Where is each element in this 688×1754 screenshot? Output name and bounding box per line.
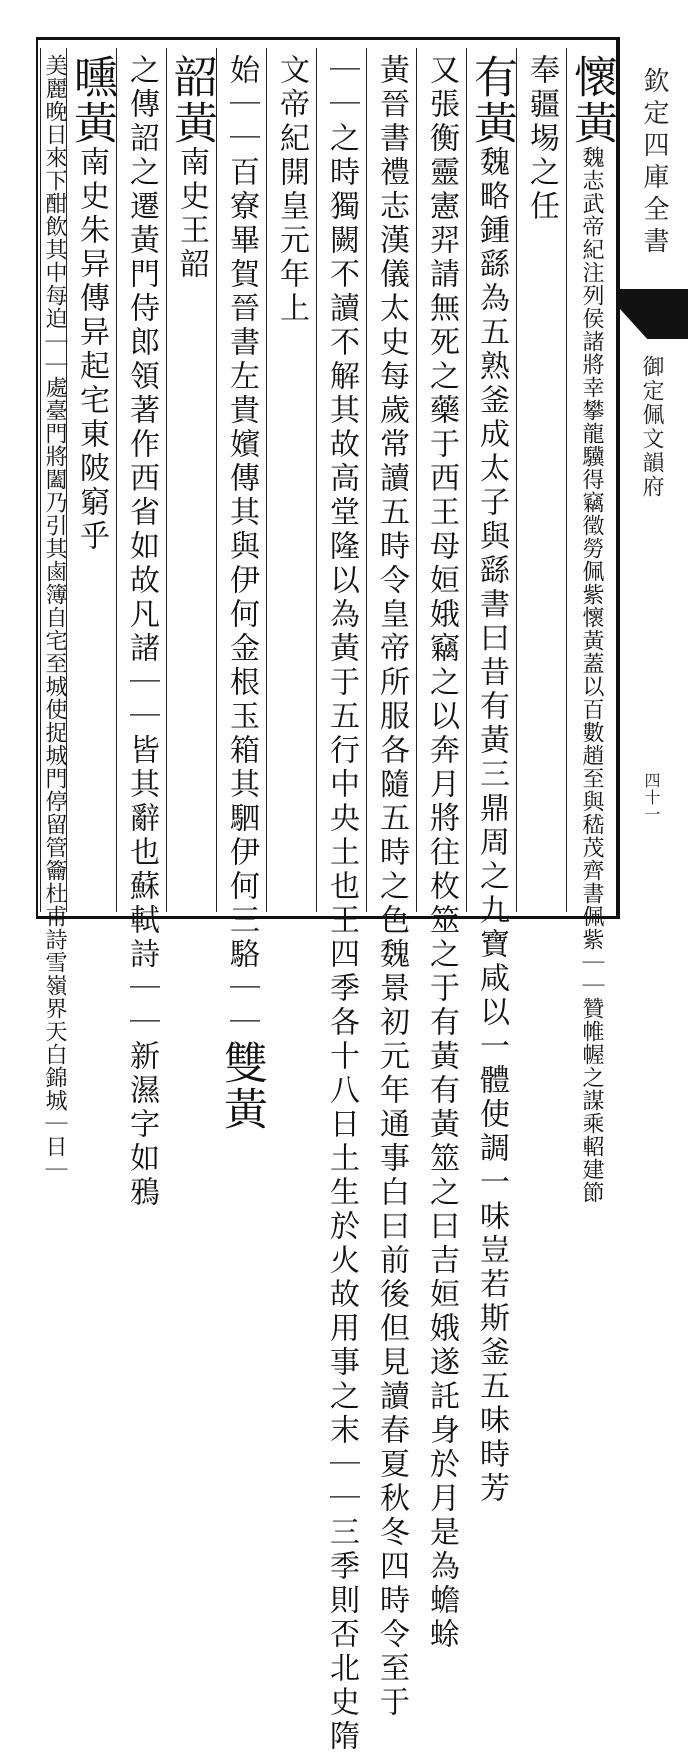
outer-margin	[620, 37, 688, 919]
column-text: 南史朱异傳异起宅東陂窮乎	[74, 146, 109, 554]
text-column-5	[366, 48, 416, 1720]
column-text: 魏略鍾繇為五熟釜成太子與繇書曰昔有黃三鼎周之九寶咸以一體使調一味豈若斯釜五味時芳	[474, 146, 509, 1506]
text-column-1	[566, 48, 617, 1204]
column-text: 文帝紀開皇元年上	[274, 54, 309, 326]
column-text: ｜｜之時獨闕不讀不解其故高堂隆以為黃于五行中央土也王四季各十八日土生於火故用事之末｜｜三季則否北史隋	[324, 54, 359, 1754]
text-column-2	[516, 48, 566, 912]
margin-header: 欽定四庫全書	[639, 67, 669, 259]
headword: 有黃	[466, 54, 517, 146]
column-text: 魏志武帝紀注列侯諸將幸攀龍驥得竊徵勞佩紫懷黃蓋以百數趙至與嵇茂齊書佩紫｜｜贊帷幄之謀乘軺建節	[579, 146, 604, 1204]
column-text: 美麗晚日來下酣飲其中每迫｜｜處臺門將闔乃引其鹵簿自宅至城使捉城門停留管籥杜甫詩雪嶺界天白錦城｜日｜	[42, 54, 67, 1181]
text-column-7	[266, 48, 316, 912]
text-column-9	[166, 48, 216, 912]
column-text: 始｜｜百寮畢賀晉書左貴嬪傳其與伊何金根玉箱其駟伊何三駱｜｜	[224, 54, 259, 1040]
margin-page-number: 四十一	[642, 772, 661, 823]
text-column-11	[66, 48, 116, 912]
headword: 雙黃	[216, 1040, 267, 1132]
headword: 曛黃	[66, 54, 117, 146]
column-text: 之傳詔之遷黃門侍郎領著作西省如故凡諸｜｜皆其辭也蘇軾詩｜｜新濕字如鴉	[124, 54, 159, 1210]
margin-book-title: 御定佩文韻府	[639, 355, 664, 499]
headword: 韶黃	[166, 54, 217, 146]
column-text: 南史王韶	[174, 146, 209, 282]
text-column-12	[40, 48, 68, 1181]
text-column-3	[466, 48, 517, 1506]
margin-fishtail-mark	[620, 289, 688, 339]
text-column-8	[216, 48, 267, 1132]
column-text: 奉疆埸之任	[524, 54, 559, 224]
text-column-10	[116, 48, 166, 1210]
column-text: 又張衡靈憲羿請無死之藥于西王母姮娥竊之以奔月將往枚筮之于有黃有黃筮之曰吉姮娥遂託身於月是為蟾蜍	[424, 54, 459, 1652]
text-column-4	[416, 48, 466, 1652]
column-text: 黃晉書禮志漢儀太史每歲常讀五時令皇帝所服各隨五時之色魏景初元年通事白曰前後但見讀春夏秋冬四時令至于	[374, 54, 409, 1720]
headword: 懷黃	[566, 54, 617, 146]
text-column-6	[316, 48, 366, 1754]
